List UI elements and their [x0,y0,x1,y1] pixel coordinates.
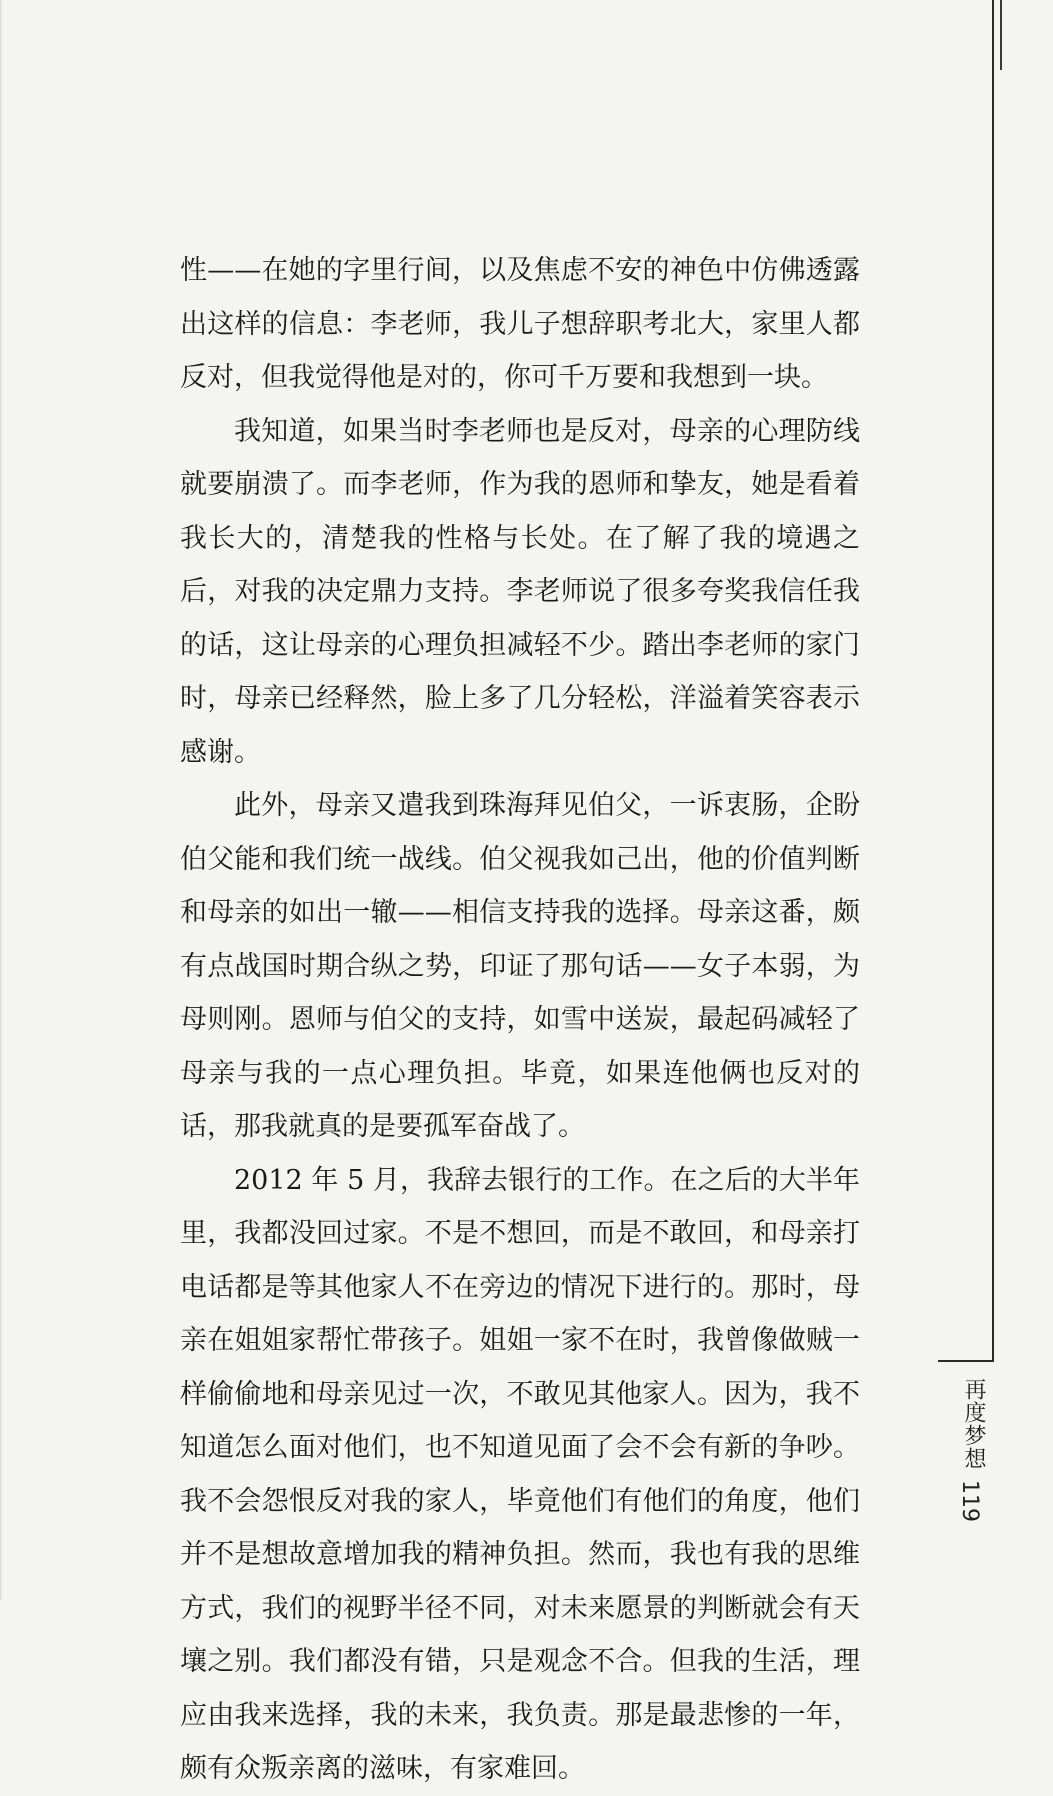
running-title-rule [938,1360,994,1362]
body-text [180,244,860,1796]
paragraph-teacher-support: 我知道，如果当时李老师也是反对，母亲的心理防线就要崩溃了。而李老师，作为我的恩师和挚友，她是看着我长大的，清楚我的性格与长处。在了解了我的境遇之后，对我的决定鼎力支持。李老师说了很多夸奖我信任我的话，这让母亲的心理负担减轻不少。踏出李老师的家门时，母亲已经释然，脸上多了几分轻松，洋溢着笑容表示感谢。 [180,415,860,768]
page-number: 119 [957,1480,982,1522]
paragraph-resignation: 2012 年 5 月，我辞去银行的工作。在之后的大半年里，我都没回过家。不是不想回，而是不敢回，和母亲打电话都是等其他家人不在旁边的情况下进行的。那时，母亲在姐姐家帮忙带孩子。姐姐一家不在时，我曾像做贼一样偷偷地和母亲见过一次，不敢见其他家人。因为，我不知道怎么面对他们，也不知道见面了会不会有新的争吵。我不会怨恨反对我的家人，毕竟他们有他们的角度，他们并不是想故意增加我的精神负担。然而，我也有我的思维方式，我们的视野半径不同，对未来愿景的判断就会有天壤之别。我们都没有错，只是观念不合。但我的生活，理应由我来选择，我的未来，我负责。那是最悲惨的一年，颇有众叛亲离的滋味，有家难回。 [180,1164,860,1784]
binding-edge [0,0,3,1600]
running-title: 再度梦想 [961,1378,986,1470]
margin-rule-top [1000,0,1002,70]
paragraph-continued: 性——在她的字里行间，以及焦虑不安的神色中仿佛透露出这样的信息：李老师，我儿子想辞职考北大，家里人都反对，但我觉得他是对的，你可千万要和我想到一块。 [180,255,860,393]
paragraph-uncle-support: 此外，母亲又遣我到珠海拜见伯父，一诉衷肠，企盼伯父能和我们统一战线。伯父视我如己出，他的价值判断和母亲的如出一辙——相信支持我的选择。母亲这番，颇有点战国时期合纵之势，印证了那句话——女子本弱，为母则刚。恩师与伯父的支持，如雪中送炭，最起码减轻了母亲与我的一点心理负担。毕竟，如果连他俩也反对的话，那我就真的是要孤军奋战了。 [180,790,860,1142]
margin-rule [992,0,994,1362]
